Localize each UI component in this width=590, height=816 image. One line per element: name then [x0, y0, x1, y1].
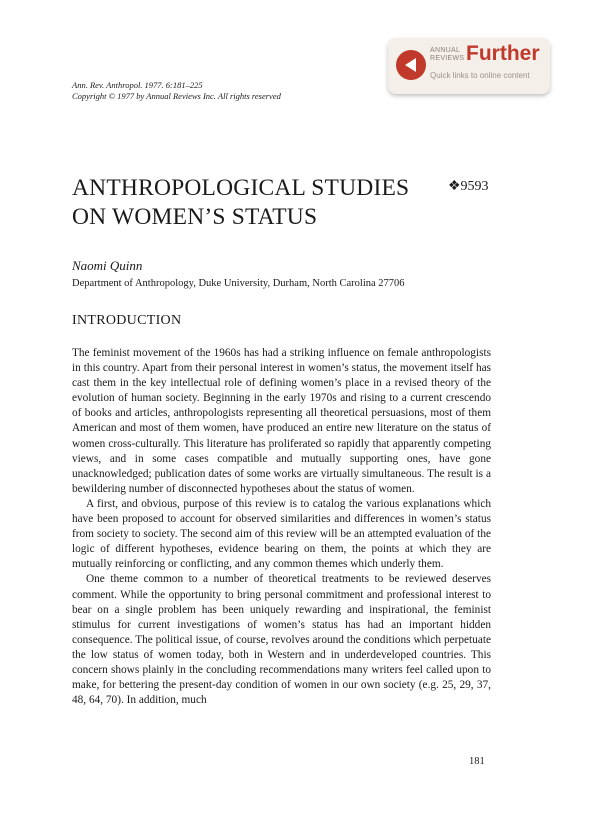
section-heading: INTRODUCTION	[72, 313, 182, 328]
badge-tagline: Quick links to online content	[430, 71, 530, 80]
paragraph: The feminist movement of the 1960s has had a striking influence on female anthropologists in this country. Apart from their personal interest in women’s status, the movement itself has cast them in the key intellectual role of defining women’s place in a revised theory of the evolution of human society. Beginning in the early 1970s and rising to a current crescendo of books and articles, anthropologists representing all theoretical persuasions, most of them American and most of them women, have produced an entire new literature on the status of women cross-culturally. This literature has proliferated so rapidly that apparently competing views, and in some cases compatible and mutually supporting ones, have gone unacknowledged; publication dates of some works are virtually simultaneous. The result is a bewildering number of disconnected hypotheses about the status of women.	[72, 347, 491, 495]
citation-line-1: Ann. Rev. Anthropol. 1977. 6:181–225	[72, 80, 203, 90]
title-line-2: ON WOMEN’S STATUS	[72, 204, 318, 230]
badge-publisher	[430, 47, 464, 63]
badge-annual-label: ANNUAL	[430, 47, 461, 54]
arrow-left-icon	[396, 50, 426, 80]
paragraph: A first, and obvious, purpose of this review is to catalog the various explanations which have been proposed to account for observed similarities and differences in women’s status from society to society. The second aim of this review will be an attempted evaluation of the logic of different hypotheses, evidence bearing on them, the points at which they are mutually reinforcing or conflicting, and any common themes which underly them.	[72, 497, 491, 571]
title-line-1: ANTHROPOLOGICAL STUDIES	[72, 175, 410, 201]
author-name: Naomi Quinn	[72, 258, 143, 273]
article-title	[72, 174, 409, 232]
citation-line-2: Copyright © 1977 by Annual Reviews Inc. All rights reserved	[72, 90, 281, 101]
annual-reviews-further-badge[interactable]	[388, 38, 550, 94]
article-body	[72, 346, 491, 708]
article-code: ❖9593	[448, 179, 489, 194]
page-number: 181	[469, 756, 485, 767]
author-affiliation: Department of Anthropology, Duke University, Durham, North Carolina 27706	[72, 278, 405, 289]
journal-citation	[72, 80, 281, 101]
badge-reviews-label: REVIEWS	[430, 55, 465, 62]
paragraph: One theme common to a number of theoretical treatments to be reviewed deserves comment. While the opportunity to bring personal commitment and professional interest to bear on a single problem has been uniquely rewarding and inspirational, the feminist stimulus for current investigations of women’s status has had an important hidden consequence. The political issue, of course, revolves around the conditions which perpetuate the low status of women today, both in Western and in underdeveloped countries. This concern shows plainly in the concluding recommendations many writers feel called upon to make, for bettering the present-day condition of women in our own society (e.g. 25, 29, 37, 48, 64, 70). In addition, much	[72, 573, 491, 707]
badge-further-label: Further	[466, 42, 540, 65]
